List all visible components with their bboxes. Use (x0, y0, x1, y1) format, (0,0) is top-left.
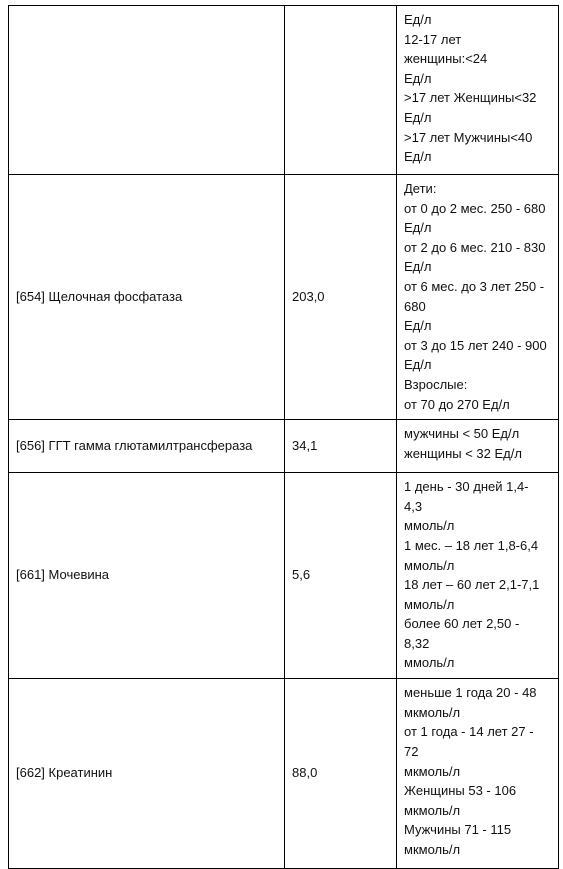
result-value-cell: 203,0 (285, 175, 397, 420)
reference-range-line: 72 (404, 743, 419, 759)
reference-range-cell (397, 679, 559, 869)
reference-range-line: от 70 до 270 Ед/л (404, 396, 510, 412)
reference-range-line: ммоль/л (404, 655, 455, 671)
reference-range-cell (397, 473, 559, 679)
reference-range-line: Ед/л (404, 109, 432, 125)
reference-range-line: мкмоль/л (404, 704, 461, 720)
reference-range-line: ммоль/л (404, 518, 455, 534)
reference-range-line: более 60 лет 2,50 - (404, 616, 520, 632)
test-name-cell: [661] Мочевина (9, 473, 285, 679)
reference-range-cell (397, 175, 559, 420)
reference-range-line: Дети: (404, 181, 437, 196)
reference-range-line: 8,32 (404, 635, 430, 651)
table-row (9, 473, 559, 679)
reference-range-line: меньше 1 года 20 - 48 (404, 685, 537, 701)
reference-range-line: Мужчины 71 - 115 (404, 822, 512, 838)
reference-range-line: от 2 до 6 мес. 210 - 830 (404, 239, 546, 255)
reference-range-line: 18 лет – 60 лет 2,1-7,1 (404, 577, 540, 593)
reference-range-line: Ед/л (404, 149, 432, 165)
reference-range-line: ммоль/л (404, 557, 455, 573)
reference-range-line: ммоль/л (404, 596, 455, 612)
reference-range-line: мкмоль/л (404, 763, 461, 779)
reference-range-cell (397, 420, 559, 473)
reference-range-line: 1 мес. – 18 лет 1,8-6,4 (404, 537, 539, 553)
table-row (9, 6, 559, 175)
reference-range-line: 1 день - 30 дней 1,4- (404, 479, 529, 495)
result-value-cell: 5,6 (285, 473, 397, 679)
table-row (9, 175, 559, 420)
reference-range-line: Взрослые: (404, 376, 468, 392)
table-row (9, 420, 559, 473)
reference-range-line: Женщины 53 - 106 (404, 783, 517, 799)
test-name-cell: [656] ГГТ гамма глютамилтрансфераза (9, 420, 285, 473)
reference-range-line: женщины:<24 (404, 51, 488, 67)
reference-range-line: 12-17 лет (404, 31, 462, 47)
reference-range-line: Ед/л (404, 259, 432, 275)
reference-range-line: Ед/л (404, 12, 432, 27)
result-value-cell: 34,1 (285, 420, 397, 473)
reference-range-line: >17 лет Женщины<32 (404, 90, 537, 106)
result-value-cell (285, 6, 397, 175)
lab-results-table (8, 5, 559, 869)
reference-range-line: мкмоль/л (404, 802, 461, 818)
reference-range-line: мужчины < 50 Ед/л (404, 426, 520, 442)
reference-range-line: >17 лет Мужчины<40 (404, 129, 533, 145)
reference-range-line: от 1 года - 14 лет 27 - (404, 724, 534, 740)
reference-range-line: 680 (404, 298, 426, 314)
reference-range-line: 4,3 (404, 498, 423, 514)
reference-range-line: от 6 мес. до 3 лет 250 - (404, 278, 545, 294)
test-name-cell: [662] Креатинин (9, 679, 285, 869)
test-name-cell: [654] Щелочная фосфатаза (9, 175, 285, 420)
result-value-cell: 88,0 (285, 679, 397, 869)
reference-range-line: Ед/л (404, 318, 432, 334)
test-name-cell (9, 6, 285, 175)
reference-range-line: женщины < 32 Ед/л (404, 445, 522, 461)
reference-range-line: от 0 до 2 мес. 250 - 680 (404, 200, 546, 216)
reference-range-line: Ед/л (404, 220, 432, 236)
reference-range-cell (397, 6, 559, 175)
reference-range-line: Ед/л (404, 70, 432, 86)
reference-range-line: от 3 до 15 лет 240 - 900 (404, 337, 547, 353)
table-row (9, 679, 559, 869)
reference-range-line: Ед/л (404, 357, 432, 373)
reference-range-line: мкмоль/л (404, 841, 461, 857)
